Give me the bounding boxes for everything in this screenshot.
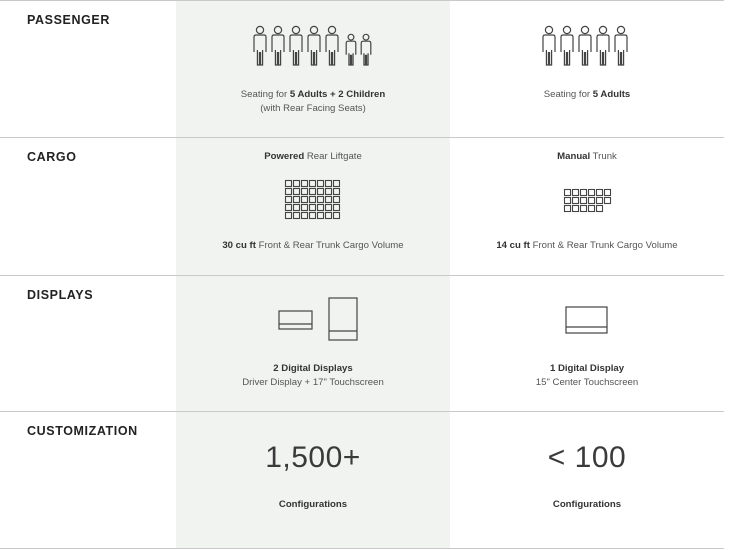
passenger-right-line1: Seating for 5 Adults xyxy=(543,89,631,100)
cargo-cell xyxy=(302,205,308,211)
cargo-cell xyxy=(589,206,595,212)
cargo-cell xyxy=(326,189,332,195)
cargo-cell xyxy=(589,190,595,196)
cargo-cell xyxy=(326,197,332,203)
person-icon xyxy=(597,26,609,65)
cargo-cell xyxy=(318,189,324,195)
cargo-cell xyxy=(310,197,316,203)
cargo-cell xyxy=(334,213,340,219)
cargo-left-volume: 30 cu ft Front & Rear Trunk Cargo Volume xyxy=(222,240,404,251)
displays-right-title: 1 Digital Display xyxy=(549,363,625,374)
cargo-cell xyxy=(326,213,332,219)
person-icon xyxy=(254,26,266,65)
seven-person-icon xyxy=(252,26,376,66)
customization-right-caption: Configurations xyxy=(552,499,622,510)
divider xyxy=(0,137,724,138)
cargo-cell xyxy=(318,205,324,211)
person-icon xyxy=(272,26,284,65)
cargo-cell xyxy=(589,198,595,204)
cargo-cell xyxy=(294,189,300,195)
passenger-left-line1: Seating for 5 Adults + 2 Children xyxy=(240,89,386,100)
cargo-cell xyxy=(326,205,332,211)
person-icon xyxy=(346,34,356,65)
cargo-cell xyxy=(286,205,292,211)
cargo-cell xyxy=(310,213,316,219)
cargo-cell xyxy=(597,198,603,204)
cargo-cell xyxy=(565,206,571,212)
cargo-cell xyxy=(310,205,316,211)
cargo-cell xyxy=(573,206,579,212)
cargo-cell xyxy=(310,181,316,187)
cargo-cell xyxy=(294,197,300,203)
cargo-cell xyxy=(581,190,587,196)
cargo-cell xyxy=(597,206,603,212)
cargo-cell xyxy=(318,181,324,187)
cargo-cell xyxy=(581,206,587,212)
cargo-cell xyxy=(334,205,340,211)
row-label-displays: DISPLAYS xyxy=(27,288,94,302)
cargo-cell xyxy=(286,197,292,203)
cargo-cell xyxy=(286,181,292,187)
one-display-icon xyxy=(565,306,609,336)
cargo-cell xyxy=(334,189,340,195)
cargo-left-top: Powered Rear Liftgate xyxy=(264,151,362,162)
cargo-cell xyxy=(326,181,332,187)
row-label-customization: CUSTOMIZATION xyxy=(27,424,138,438)
cargo-right-volume: 14 cu ft Front & Rear Trunk Cargo Volume xyxy=(496,240,678,251)
divider xyxy=(0,411,724,412)
cargo-cell xyxy=(286,213,292,219)
cargo-right-top: Manual Trunk xyxy=(557,151,617,162)
displays-right-subtitle: 15" Center Touchscreen xyxy=(535,377,639,388)
cargo-cell xyxy=(302,213,308,219)
person-icon xyxy=(561,26,573,65)
person-icon xyxy=(615,26,627,65)
small-cargo-grid-icon xyxy=(564,189,612,215)
cargo-cell xyxy=(334,197,340,203)
displays-left-subtitle: Driver Display + 17" Touchscreen xyxy=(242,377,384,388)
divider-bottom xyxy=(0,548,724,549)
cargo-cell xyxy=(318,213,324,219)
cargo-cell xyxy=(334,181,340,187)
displays-left-title: 2 Digital Displays xyxy=(273,363,353,374)
cargo-cell xyxy=(302,181,308,187)
cargo-cell xyxy=(565,190,571,196)
person-icon xyxy=(290,26,302,65)
cargo-cell xyxy=(573,198,579,204)
cargo-cell xyxy=(286,189,292,195)
five-person-icon xyxy=(541,26,633,66)
cargo-cell xyxy=(310,189,316,195)
cargo-cell xyxy=(581,198,587,204)
cargo-cell xyxy=(294,205,300,211)
two-displays-icon xyxy=(278,297,360,341)
cargo-cell xyxy=(294,181,300,187)
person-icon xyxy=(579,26,591,65)
customization-left-value: 1,500+ xyxy=(265,441,361,474)
person-icon xyxy=(326,26,338,65)
customization-right-value: < 100 xyxy=(547,441,627,474)
person-icon xyxy=(361,34,371,65)
cargo-cell xyxy=(605,198,611,204)
cargo-cell xyxy=(565,198,571,204)
cargo-cell xyxy=(605,190,611,196)
large-cargo-grid-icon xyxy=(285,180,341,224)
divider xyxy=(0,275,724,276)
row-label-cargo: CARGO xyxy=(27,150,77,164)
cargo-cell xyxy=(294,213,300,219)
cargo-cell xyxy=(302,197,308,203)
divider-top xyxy=(0,0,724,1)
cargo-cell xyxy=(573,190,579,196)
cargo-cell xyxy=(302,189,308,195)
customization-left-caption: Configurations xyxy=(278,499,348,510)
person-icon xyxy=(308,26,320,65)
row-label-passenger: PASSENGER xyxy=(27,13,110,27)
cargo-cell xyxy=(597,190,603,196)
passenger-left-line2: (with Rear Facing Seats) xyxy=(260,103,366,114)
cargo-cell xyxy=(318,197,324,203)
person-icon xyxy=(543,26,555,65)
